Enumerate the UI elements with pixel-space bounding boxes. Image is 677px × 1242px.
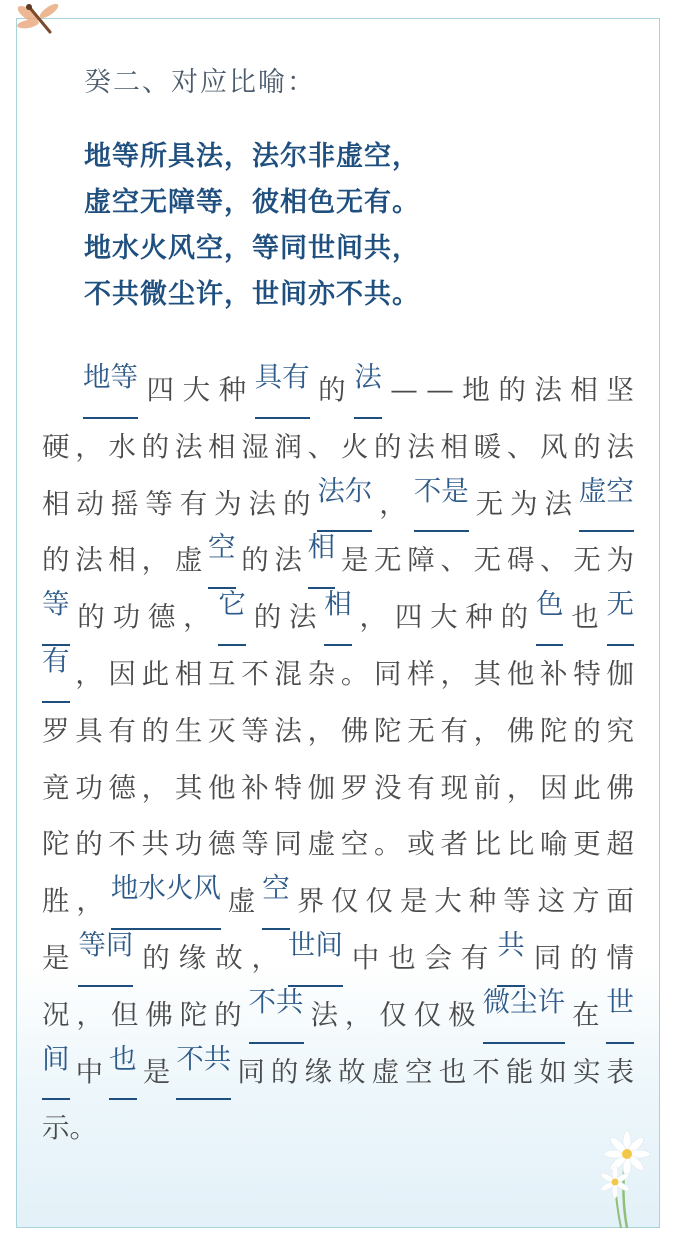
verse-block: [84, 134, 420, 318]
text-char: 相: [208, 430, 236, 463]
text-char: 特: [274, 771, 302, 804]
underlined-term: 它: [218, 589, 246, 646]
text-char: —: [390, 374, 418, 406]
text-char: ，: [440, 657, 468, 690]
text-char: 能: [505, 1055, 534, 1088]
text-char: 因: [108, 657, 136, 690]
text-char: 德: [208, 828, 236, 861]
text-char: 不: [241, 657, 269, 690]
text-char: 种: [468, 885, 497, 918]
text-char: 德: [108, 771, 136, 804]
dragonfly-icon: [16, 2, 62, 38]
text-char: 故: [338, 1055, 366, 1088]
text-char: 的: [75, 828, 103, 861]
text-char: 的: [141, 714, 170, 747]
text-char: ，: [344, 998, 373, 1031]
commentary-line: [42, 589, 634, 646]
text-char: 佛: [606, 771, 634, 804]
underlined-term: 相: [324, 589, 352, 646]
text-char: ，: [473, 714, 502, 747]
text-char: 有: [460, 941, 489, 974]
text-char: 是: [399, 885, 428, 918]
underlined-term: 地等: [83, 362, 138, 419]
text-char: 仅: [365, 885, 393, 918]
text-char: 的: [318, 374, 346, 406]
underlined-term: 世: [606, 987, 634, 1044]
text-char: 的: [214, 998, 242, 1031]
commentary-line: [42, 703, 634, 760]
text-char: 极: [448, 998, 476, 1031]
text-char: 、: [307, 430, 336, 463]
text-char: 大: [182, 374, 211, 406]
commentary-text: [42, 362, 634, 1157]
text-char: 不: [108, 828, 136, 861]
underlined-term: 共: [497, 930, 525, 987]
text-char: 补: [241, 771, 269, 804]
text-char: ，: [75, 430, 103, 463]
text-char: 法: [274, 714, 302, 747]
text-char: 相: [174, 657, 203, 690]
text-char: 比: [506, 828, 535, 861]
text-char: 的: [573, 714, 601, 747]
text-char: 罗: [340, 771, 369, 804]
underlined-term: 有: [42, 646, 70, 703]
verse-line: 地水火风空，等同世间共，: [84, 233, 420, 264]
text-char: 究: [606, 714, 634, 747]
text-char: 火: [340, 430, 369, 463]
text-char: 。: [340, 657, 369, 690]
text-char: 是: [340, 544, 369, 577]
text-char: 更: [573, 828, 601, 861]
text-char: 同: [274, 828, 302, 861]
text-char: 等: [503, 885, 531, 918]
text-char: 实: [572, 1055, 601, 1088]
text-char: 陀: [540, 714, 568, 747]
text-char: 、: [540, 544, 568, 577]
commentary-line: [42, 419, 634, 476]
text-char: 罗: [42, 714, 70, 747]
underlined-term: 法: [354, 362, 382, 419]
text-char: ，: [506, 771, 535, 804]
text-char: 无: [475, 487, 504, 520]
text-char: 相: [440, 430, 468, 463]
text-char: 无: [374, 544, 402, 577]
text-char: ，: [183, 601, 211, 634]
text-char: 也: [571, 601, 599, 634]
text-char: 具: [75, 714, 103, 747]
text-char: 有: [108, 714, 136, 747]
text-char: 会: [424, 941, 453, 974]
underlined-term: 相: [308, 532, 336, 589]
text-char: 等: [145, 487, 173, 520]
text-char: 现: [440, 771, 468, 804]
underlined-term: 法尔: [317, 476, 372, 533]
text-char: 前: [473, 771, 502, 804]
commentary-line: [42, 532, 634, 589]
text-char: 生: [174, 714, 203, 747]
text-char: 的: [241, 544, 269, 577]
text-char: 法: [274, 544, 302, 577]
text-char: 同: [533, 941, 562, 974]
text-char: ，: [76, 885, 104, 918]
underlined-term: 空: [208, 532, 236, 589]
text-char: 暖: [473, 430, 502, 463]
daisy-flowers-icon: [585, 1120, 665, 1230]
text-char: 同: [237, 1055, 265, 1088]
text-char: 无: [473, 544, 502, 577]
text-char: ，: [141, 771, 170, 804]
text-char: 杂: [307, 657, 336, 690]
text-char: 仅: [331, 885, 359, 918]
text-char: 况: [42, 998, 70, 1031]
text-char: 佛: [506, 714, 535, 747]
text-char: 陀: [374, 714, 402, 747]
text-char: 情: [606, 941, 634, 974]
underlined-term: 空: [262, 873, 290, 930]
underlined-term: 微尘许: [483, 987, 566, 1044]
text-char: 比: [473, 828, 502, 861]
underlined-term: 等同: [78, 930, 133, 987]
text-char: 超: [606, 828, 634, 861]
text-char: 有: [407, 771, 435, 804]
text-char: 其: [473, 657, 502, 690]
text-char: ，: [379, 487, 407, 520]
text-char: 胜: [42, 885, 70, 918]
verse-line: 地等所具法，法尔非虚空，: [84, 141, 420, 172]
text-char: 相: [42, 487, 70, 520]
underlined-term: 间: [42, 1044, 70, 1101]
commentary-line: [42, 362, 634, 419]
text-char: 仅: [413, 998, 442, 1031]
text-char: 相: [570, 374, 598, 406]
underlined-term: 地水火风: [111, 873, 221, 930]
text-char: 碍: [506, 544, 535, 577]
text-char: 地: [462, 374, 490, 406]
section-heading: 癸二、对应比喻：: [84, 67, 316, 98]
text-char: 法: [606, 430, 634, 463]
text-char: 此: [573, 771, 601, 804]
text-char: 种: [218, 374, 247, 406]
text-char: 。: [374, 828, 402, 861]
text-char: 是: [142, 1055, 171, 1088]
text-char: 湿: [241, 430, 269, 463]
commentary-line: [42, 476, 634, 533]
text-char: 虚: [371, 1055, 400, 1088]
text-char: 为: [606, 544, 634, 577]
text-char: 此: [141, 657, 170, 690]
text-char: 空: [340, 828, 369, 861]
text-char: 不: [472, 1055, 500, 1088]
text-char: 补: [540, 657, 568, 690]
text-char: 的: [282, 487, 311, 520]
text-char: 摇: [110, 487, 139, 520]
text-char: 示: [42, 1112, 70, 1145]
text-char: 或: [407, 828, 435, 861]
text-char: 同: [374, 657, 402, 690]
text-char: ，: [359, 601, 388, 634]
text-char: 的: [42, 544, 70, 577]
text-char: 无: [407, 714, 435, 747]
underlined-term: 色: [536, 589, 564, 646]
text-char: 故: [215, 941, 243, 974]
text-char: 法: [534, 374, 562, 406]
text-char: 混: [274, 657, 302, 690]
text-char: 互: [208, 657, 236, 690]
text-char: 但: [110, 998, 139, 1031]
underlined-term: 等: [42, 589, 70, 646]
text-char: ，: [251, 941, 279, 974]
commentary-line: [42, 646, 634, 703]
text-char: 空: [405, 1055, 433, 1088]
text-char: 水: [108, 430, 136, 463]
text-char: 佛: [145, 998, 173, 1031]
text-char: ，: [75, 657, 103, 690]
text-char: 表: [606, 1055, 634, 1088]
text-char: 等: [241, 828, 269, 861]
text-char: 的: [141, 430, 170, 463]
text-char: 竟: [42, 771, 70, 804]
text-char: 这: [537, 885, 566, 918]
text-char: 的: [498, 374, 526, 406]
underlined-term: 无: [607, 589, 635, 646]
verse-line: 虚空无障等，彼相色无有。: [84, 187, 420, 218]
text-char: 伽: [606, 657, 634, 690]
text-char: 、: [506, 430, 535, 463]
text-char: 面: [606, 885, 634, 918]
text-char: 如: [539, 1055, 567, 1088]
text-char: 的: [77, 601, 105, 634]
text-char: 他: [208, 771, 236, 804]
underlined-term: 不是: [414, 476, 469, 533]
text-char: 坚: [606, 374, 634, 406]
text-char: 仅: [379, 998, 407, 1031]
text-char: 等: [241, 714, 269, 747]
commentary-line: [42, 987, 634, 1044]
text-char: 灭: [208, 714, 236, 747]
text-char: 佛: [340, 714, 369, 747]
underlined-term: 也: [109, 1044, 137, 1101]
text-char: 伽: [307, 771, 336, 804]
text-char: 四: [146, 374, 175, 406]
text-char: 、: [440, 544, 468, 577]
text-char: 因: [540, 771, 568, 804]
text-char: 动: [76, 487, 104, 520]
text-char: 润: [274, 430, 302, 463]
text-char: 共: [141, 828, 170, 861]
text-char: 功: [75, 771, 103, 804]
text-char: 相: [108, 544, 136, 577]
text-char: 硬: [42, 430, 70, 463]
commentary-line: [42, 930, 634, 987]
commentary-line: [42, 816, 634, 873]
text-char: 中: [75, 1055, 104, 1088]
text-char: 虚: [174, 544, 203, 577]
text-char: 法: [248, 487, 277, 520]
text-char: 的: [500, 601, 529, 634]
text-char: 的: [142, 941, 170, 974]
text-char: 喻: [540, 828, 568, 861]
text-char: 障: [407, 544, 435, 577]
text-char: 界: [296, 885, 325, 918]
text-char: 也: [388, 941, 416, 974]
underlined-term: 世间: [288, 930, 343, 987]
text-char: 功: [112, 601, 141, 634]
commentary-line: [42, 873, 634, 930]
text-char: 法: [288, 601, 317, 634]
commentary-line: [42, 1044, 634, 1101]
text-char: 为: [214, 487, 242, 520]
text-char: 法: [174, 430, 203, 463]
text-char: 中: [351, 941, 380, 974]
text-char: 法: [544, 487, 572, 520]
text-char: 缘: [304, 1055, 332, 1088]
text-char: 。: [69, 1112, 97, 1145]
text-char: 德: [147, 601, 176, 634]
text-char: 无: [573, 544, 601, 577]
text-char: 方: [571, 885, 600, 918]
text-char: 者: [440, 828, 468, 861]
text-char: ，: [76, 998, 104, 1031]
text-char: 的: [573, 430, 601, 463]
text-char: 其: [174, 771, 203, 804]
text-char: 大: [430, 601, 458, 634]
text-char: ，: [307, 714, 336, 747]
text-char: 样: [407, 657, 435, 690]
text-char: 在: [571, 998, 600, 1031]
text-char: 是: [42, 941, 70, 974]
text-char: 缘: [178, 941, 207, 974]
text-char: 没: [374, 771, 402, 804]
underlined-term: 虚空: [579, 476, 634, 533]
text-char: 的: [374, 430, 402, 463]
text-char: 特: [573, 657, 601, 690]
text-char: 虚: [227, 885, 256, 918]
text-char: 法: [75, 544, 103, 577]
text-char: 有: [440, 714, 468, 747]
text-char: 陀: [179, 998, 208, 1031]
text-char: 为: [510, 487, 538, 520]
text-char: ，: [141, 544, 170, 577]
commentary-line: [42, 1100, 634, 1157]
underlined-term: 不共: [249, 987, 304, 1044]
text-char: 风: [540, 430, 568, 463]
text-char: 的: [253, 601, 282, 634]
commentary-line: [42, 760, 634, 817]
text-char: 功: [174, 828, 203, 861]
underlined-term: 具有: [255, 362, 310, 419]
text-char: 他: [506, 657, 535, 690]
text-char: 的: [270, 1055, 299, 1088]
text-char: 虚: [307, 828, 336, 861]
text-char: 种: [465, 601, 493, 634]
underlined-term: 不共: [176, 1044, 231, 1101]
text-char: 大: [434, 885, 462, 918]
text-char: 的: [570, 941, 598, 974]
text-char: 四: [394, 601, 423, 634]
verse-line: 不共微尘许，世间亦不共。: [84, 279, 420, 310]
text-char: 也: [438, 1055, 467, 1088]
text-char: 陀: [42, 828, 70, 861]
text-char: 法: [310, 998, 338, 1031]
text-char: —: [426, 374, 454, 406]
text-char: 法: [407, 430, 435, 463]
text-char: 有: [179, 487, 208, 520]
